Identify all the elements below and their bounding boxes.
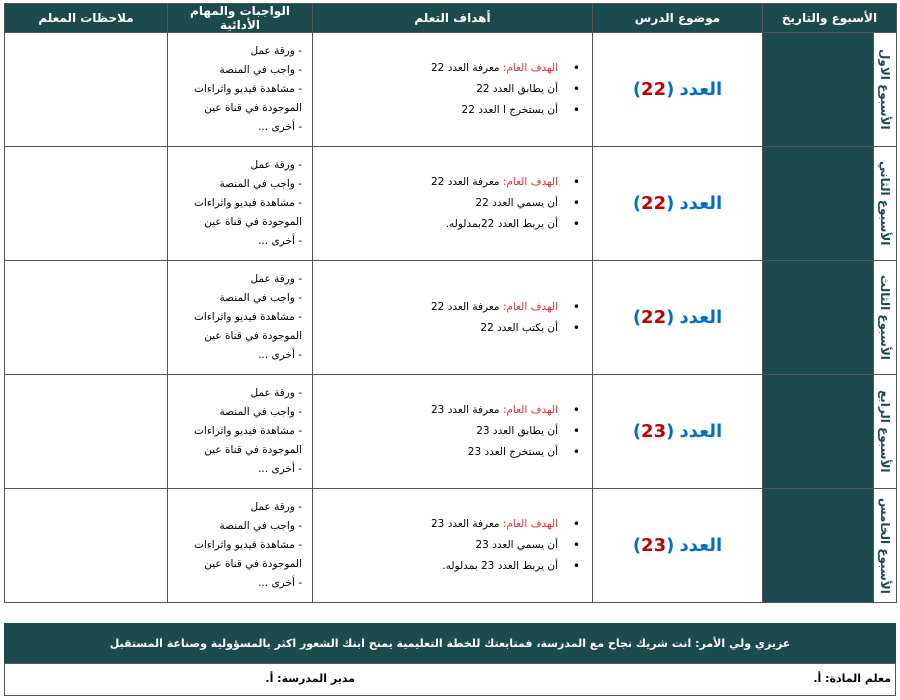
topic-word: العدد — [679, 421, 723, 442]
goals-list — [313, 297, 592, 339]
task-item: - أخرى ... — [258, 121, 302, 133]
teacher-notes-cell[interactable] — [5, 147, 168, 261]
topic-cell: العدد (22) — [593, 261, 763, 375]
goal-item — [317, 79, 558, 100]
task-item: - واجب في المنصة — [219, 178, 302, 190]
week-label-bar — [873, 489, 896, 602]
task-item: - ورقة عمل — [250, 159, 302, 171]
topic-number: 22 — [641, 193, 667, 214]
goal-label: الهدف العام: — [502, 176, 558, 188]
goal-label: الهدف العام: — [502, 300, 558, 313]
goal-item — [317, 514, 558, 535]
goals-cell — [313, 375, 593, 489]
goals-list — [313, 58, 592, 121]
week-label: الأسبوع الاول — [878, 49, 892, 130]
goal-item — [317, 58, 558, 79]
task-item: الموجودة في قناة عين — [204, 330, 302, 342]
header-week: الأسبوع والتاريخ — [763, 4, 897, 33]
week-label-bar — [873, 147, 896, 260]
goal-item — [317, 556, 558, 577]
topic-number: 22 — [641, 79, 667, 100]
goal-label: الهدف العام: — [502, 404, 558, 416]
task-item: - ورقة عمل — [250, 387, 302, 399]
topic-cell: العدد (22) — [593, 33, 763, 147]
date-area — [763, 147, 873, 260]
task-item: - أخرى ... — [258, 349, 302, 361]
table-row — [5, 261, 897, 375]
task-item: - أخرى ... — [258, 577, 302, 589]
date-area — [763, 375, 873, 488]
goal-text: معرفة العدد 22 — [430, 176, 503, 188]
topic-number: 22 — [641, 307, 667, 328]
task-item: - مشاهدة فيديو واثراءات — [194, 539, 302, 551]
tasks-cell — [168, 489, 313, 603]
topic-word: العدد — [679, 535, 723, 556]
task-item: الموجودة في قناة عين — [204, 102, 302, 114]
teacher-notes-cell[interactable] — [5, 261, 168, 375]
goals-cell — [313, 261, 593, 375]
goal-item — [317, 318, 558, 339]
goal-text: أن يسمي العدد 23 — [475, 539, 558, 551]
goals-list — [313, 514, 592, 577]
week-label: الأسبوع الخامس — [878, 497, 892, 594]
goal-text: أن يسمي العدد 22 — [475, 197, 558, 209]
goal-item — [317, 214, 558, 235]
topic-cell: العدد (22) — [593, 147, 763, 261]
week-label: الأسبوع الرابع — [878, 390, 892, 473]
task-item: - أخرى ... — [258, 463, 302, 475]
goals-cell — [313, 33, 593, 147]
task-item: - واجب في المنصة — [219, 292, 302, 304]
task-item: - مشاهدة فيديو واثراءات — [194, 83, 302, 95]
goal-text: معرفة العدد 23 — [430, 518, 503, 530]
task-item: - أخرى ... — [258, 235, 302, 247]
table-body — [5, 33, 897, 603]
goal-text: أن يطابق العدد 23 — [476, 425, 558, 437]
week-cell — [763, 375, 897, 489]
goal-item — [317, 297, 558, 318]
table-row — [5, 375, 897, 489]
date-area — [763, 489, 873, 602]
task-item: - واجب في المنصة — [219, 520, 302, 532]
task-item: - واجب في المنصة — [219, 406, 302, 418]
task-item: - مشاهدة فيديو واثراءات — [194, 425, 302, 437]
signature-row — [4, 663, 896, 696]
date-area — [763, 261, 873, 374]
goal-label: الهدف العام: — [502, 62, 558, 74]
goals-list — [313, 400, 592, 463]
table-row — [5, 147, 897, 261]
goal-text: أن يستخرج ا العدد 22 — [461, 104, 558, 116]
goal-text: معرفة العدد 22 — [430, 300, 503, 313]
goal-text: أن يربط العدد 22بمدلوله. — [445, 218, 558, 230]
parent-message: عزيزي ولي الأمر: انت شريك نجاح مع المدرسة، فمتابعتك للخطة التعليمية يمنح ابنك الشعور اكثر بالمسؤولية وصناعة المستقبل — [109, 636, 791, 650]
week-cell — [763, 261, 897, 375]
goal-item — [317, 421, 558, 442]
goals-list — [313, 172, 592, 235]
topic-cell: العدد (23) — [593, 375, 763, 489]
tasks-cell — [168, 147, 313, 261]
week-cell — [763, 33, 897, 147]
goal-text: معرفة العدد 22 — [430, 62, 503, 74]
goals-cell — [313, 147, 593, 261]
teacher-notes-cell[interactable] — [5, 375, 168, 489]
header-notes: ملاحظات المعلم — [5, 4, 168, 33]
table-row — [5, 33, 897, 147]
goal-text: أن يربط العدد 23 بمدلوله. — [442, 560, 558, 572]
goal-item — [317, 400, 558, 421]
week-cell — [763, 489, 897, 603]
week-label-bar — [873, 33, 896, 146]
topic-number: 23 — [641, 421, 667, 442]
task-item: - ورقة عمل — [250, 273, 302, 285]
tasks-cell — [168, 375, 313, 489]
tasks-cell — [168, 33, 313, 147]
goal-item — [317, 193, 558, 214]
topic-number: 23 — [641, 535, 667, 556]
week-label-bar — [873, 375, 896, 488]
task-item: الموجودة في قناة عين — [204, 216, 302, 228]
table-row — [5, 489, 897, 603]
week-label-bar — [873, 261, 896, 374]
task-item: - ورقة عمل — [250, 501, 302, 513]
goal-item — [317, 172, 558, 193]
goal-text: أن يكتب العدد 22 — [480, 321, 558, 334]
principal-signature: مدير المدرسة: أ. — [265, 672, 355, 685]
date-area — [763, 33, 873, 146]
goal-item — [317, 535, 558, 556]
header-topic: موضوع الدرس — [593, 4, 763, 33]
header-tasks: الواجبات والمهام الأدائية — [168, 4, 313, 33]
header-goals: أهداف التعلم — [313, 4, 593, 33]
teacher-notes-cell[interactable] — [5, 33, 168, 147]
task-item: الموجودة في قناة عين — [204, 444, 302, 456]
teacher-notes-cell[interactable] — [5, 489, 168, 603]
goal-text: أن يطابق العدد 22 — [476, 83, 558, 95]
task-item: الموجودة في قناة عين — [204, 558, 302, 570]
topic-word: العدد — [679, 193, 723, 214]
week-label: الأسبوع الثاني — [878, 161, 892, 246]
task-item: - مشاهدة فيديو واثراءات — [194, 311, 302, 323]
parent-message-band — [4, 623, 896, 663]
topic-cell: العدد (23) — [593, 489, 763, 603]
week-cell — [763, 147, 897, 261]
goal-item — [317, 100, 558, 121]
task-item: - ورقة عمل — [250, 45, 302, 57]
goals-cell — [313, 489, 593, 603]
week-label: الأسبوع الثالث — [878, 275, 892, 360]
task-item: - مشاهدة فيديو واثراءات — [194, 197, 302, 209]
goal-text: معرفة العدد 23 — [430, 404, 503, 416]
goal-item — [317, 442, 558, 463]
goal-label: الهدف العام: — [502, 518, 558, 530]
teacher-signature: معلم المادة: أ. — [813, 672, 891, 685]
task-item: - واجب في المنصة — [219, 64, 302, 76]
tasks-cell — [168, 261, 313, 375]
topic-word: العدد — [679, 79, 723, 100]
goal-text: أن يستخرج العدد 23 — [467, 446, 558, 458]
weekly-plan-table — [4, 3, 897, 603]
topic-word: العدد — [679, 307, 723, 328]
